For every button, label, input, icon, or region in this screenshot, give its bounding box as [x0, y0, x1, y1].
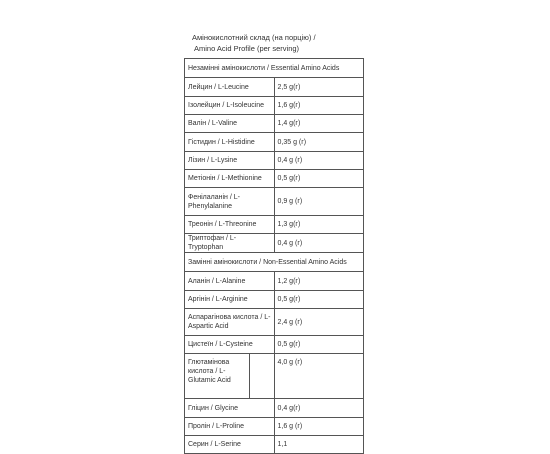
amino-acid-name [185, 309, 275, 336]
amino-acid-value: 1,3 g(г) [274, 216, 364, 234]
amino-acid-name: Валін / L-Valine [185, 115, 275, 133]
amino-acid-value: 0,9 g (г) [274, 188, 364, 216]
amino-acid-value: 0,5 g(г) [274, 291, 364, 309]
document-heading [184, 32, 364, 58]
table-row [185, 399, 364, 418]
amino-acid-value: 1,6 g (г) [274, 418, 364, 436]
amino-acid-name-line: Phenylalanine [188, 202, 232, 210]
section-header-essential: Незамінні амінокислоти / Essential Amino Acids [185, 59, 364, 78]
table-row [185, 97, 364, 115]
section-header-non-essential: Замінні амінокислоти / Non-Essential Amino Acids [185, 253, 364, 272]
amino-acid-name: Серин / L-Serine [185, 436, 275, 454]
table-row [185, 216, 364, 234]
amino-acid-value: 1,2 g(г) [274, 272, 364, 291]
section-row-essential [185, 59, 364, 78]
table-row [185, 354, 364, 399]
amino-acid-value: 0,4 g (г) [274, 152, 364, 170]
amino-acid-name-line: Aspartic Acid [188, 323, 229, 330]
amino-acid-name: Цистеїн / L-Cysteine [185, 336, 275, 354]
amino-acid-name-line: Глютамінова [188, 359, 230, 366]
table-row [185, 436, 364, 454]
table-row [185, 418, 364, 436]
amino-acid-table [184, 58, 364, 454]
amino-acid-name: Аланін / L-Alanine [185, 272, 275, 291]
table-row [185, 336, 364, 354]
amino-acid-name-block [185, 354, 250, 398]
table-row [185, 133, 364, 152]
amino-acid-name-line: кислота / L- [188, 368, 226, 375]
table-row [185, 291, 364, 309]
table-row [185, 78, 364, 97]
heading-line-1: Амінокислотний склад (на порцію) / [192, 33, 316, 42]
table-row [185, 309, 364, 336]
amino-acid-name: Гліцин / Glycine [185, 399, 275, 418]
amino-acid-value: 0,5 g(г) [274, 336, 364, 354]
amino-acid-name: Пролін / L-Proline [185, 418, 275, 436]
amino-acid-value: 4,0 g (г) [274, 354, 364, 399]
amino-acid-value: 1,1 [274, 436, 364, 454]
amino-acid-name: Лейцин / L-Leucine [185, 78, 275, 97]
table-row [185, 234, 364, 253]
amino-acid-value: 2,5 g(г) [274, 78, 364, 97]
table-row [185, 188, 364, 216]
amino-acid-name: Гістидин / L-Histidine [185, 133, 275, 152]
amino-acid-value: 0,4 g(г) [274, 399, 364, 418]
amino-acid-value: 1,6 g(г) [274, 97, 364, 115]
table-row [185, 272, 364, 291]
amino-acid-name: Аргінін / L-Arginine [185, 291, 275, 309]
amino-acid-value: 0,5 g(г) [274, 170, 364, 188]
section-row-non-essential [185, 253, 364, 272]
amino-acid-name: Триптофан / L-Tryptophan [185, 234, 275, 253]
amino-acid-name-line: Фенілаланін / L- [188, 193, 240, 201]
amino-acid-name: Метіонін / L-Methionine [185, 170, 275, 188]
amino-acid-name: Лізин / L-Lysine [185, 152, 275, 170]
amino-acid-name [185, 188, 275, 216]
amino-acid-value: 2,4 g (г) [274, 309, 364, 336]
amino-acid-value: 0,4 g (г) [274, 234, 364, 253]
amino-acid-name-line: Аспарагінова кислота / L- [188, 314, 271, 321]
amino-acid-value: 0,35 g (г) [274, 133, 364, 152]
amino-acid-name-line: Glutamic Acid [188, 377, 231, 384]
heading-line-2: Amino Acid Profile (per serving) [194, 44, 300, 53]
amino-acid-name: Треонін / L-Threonine [185, 216, 275, 234]
amino-acid-document [184, 32, 364, 454]
amino-acid-name: Ізолейцин / L-Isoleucine [185, 97, 275, 115]
table-row [185, 115, 364, 133]
amino-acid-name [185, 354, 275, 399]
table-row [185, 170, 364, 188]
table-row [185, 152, 364, 170]
amino-acid-value: 1,4 g(г) [274, 115, 364, 133]
